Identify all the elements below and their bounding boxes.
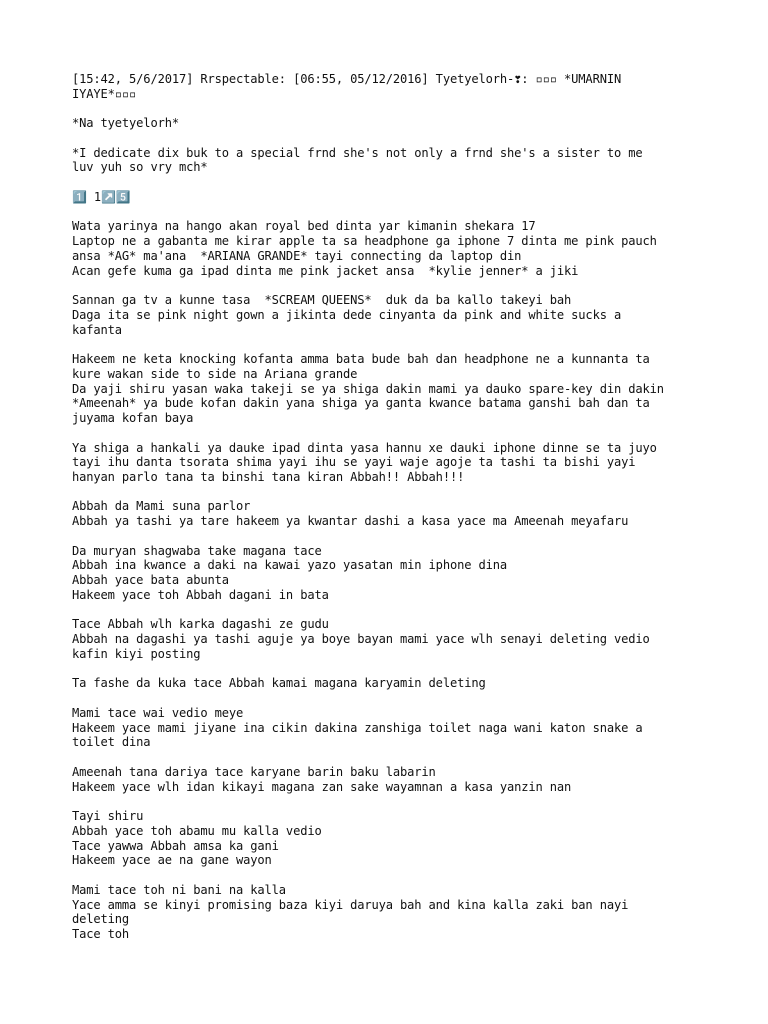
text-line: Da muryan shagwaba take magana tace <box>72 543 322 558</box>
text-line: Tace Abbah wlh karka dagashi ze gudu <box>72 617 329 632</box>
text-line: kure wakan side to side na Ariana grande <box>72 366 358 381</box>
text-line: Tace toh <box>72 927 130 942</box>
paragraph <box>72 441 712 485</box>
text-line: 1️⃣ 1↗️5️⃣ <box>72 189 131 204</box>
story-title <box>72 116 712 131</box>
chat-header <box>72 72 712 102</box>
text-line: hanyan parlo tana ta binshi tana kiran Abbah!! Abbah!!! <box>72 470 465 485</box>
text-line: Tayi shiru <box>72 809 144 823</box>
text-line: Abbah yace toh abamu mu kalla vedio <box>72 823 322 838</box>
text-line: *Ameenah* ya bude kofan dakin yana shiga ya ganta kwance batama ganshi bah dan ta <box>72 396 650 411</box>
paragraph <box>72 617 712 661</box>
text-line: juyama kofan baya <box>72 411 194 426</box>
text-line: *Na tyetyelorh* <box>72 116 179 131</box>
text-line: Hakeem yace ae na gane wayon <box>72 853 272 868</box>
paragraph <box>72 809 712 868</box>
text-line: *I dedicate dix buk to a special frnd she's not only a frnd she's a sister to me <box>72 145 643 160</box>
text-line: IYAYE*▫▫▫ <box>72 86 137 101</box>
paragraph <box>72 676 712 691</box>
text-line: Mami tace wai vedio meye <box>72 705 244 720</box>
text-line: deleting <box>72 912 130 927</box>
text-line: Abbah na dagashi ya tashi aguje ya boye bayan mami yace wlh senayi deleting vedio <box>72 632 650 647</box>
paragraph <box>72 883 712 942</box>
text-line: Daga ita se pink night gown a jikinta dede cinyanta da pink and white sucks a <box>72 307 622 322</box>
text-line: Ta fashe da kuka tace Abbah kamai magana karyamin deleting <box>72 676 486 691</box>
text-line: Abbah da Mami suna parlor <box>72 499 251 514</box>
text-line: Abbah ina kwance a daki na kawai yazo yasatan min iphone dina <box>72 558 507 573</box>
text-line: Ya shiga a hankali ya dauke ipad dinta yasa hannu xe dauki iphone dinne se ta juyo <box>72 440 657 455</box>
text-line: Laptop ne a gabanta me kirar apple ta sa headphone ga iphone 7 dinta me pink pauch <box>72 233 657 248</box>
paragraph <box>72 765 712 795</box>
text-line: Tace yawwa Abbah amsa ka gani <box>72 838 279 853</box>
dedication <box>72 146 712 176</box>
paragraph <box>72 544 712 603</box>
text-line: Sannan ga tv a kunne tasa *SCREAM QUEENS* duk da ba kallo takeyi bah <box>72 292 572 307</box>
text-line: ansa *AG* ma'ana *ARIANA GRANDE* tayi connecting da laptop din <box>72 248 522 263</box>
text-line: Acan gefe kuma ga ipad dinta me pink jacket ansa *kylie jenner* a jiki <box>72 263 579 278</box>
chapter-number <box>72 190 712 205</box>
text-line: Hakeem ne keta knocking kofanta amma bata bude bah dan headphone ne a kunnanta ta <box>72 351 650 366</box>
paragraph <box>72 499 712 529</box>
paragraph <box>72 293 712 337</box>
text-line: kafanta <box>72 322 122 337</box>
text-line: toilet dina <box>72 735 151 750</box>
text-line: luv yuh so vry mch* <box>72 160 208 175</box>
paragraph <box>72 706 712 750</box>
text-line: Hakeem yace wlh idan kikayi magana zan sake wayamnan a kasa yanzin nan <box>72 779 572 794</box>
text-line: Mami tace toh ni bani na kalla <box>72 882 286 897</box>
text-line: Abbah yace bata abunta <box>72 573 229 588</box>
document-page <box>72 72 712 957</box>
text-line: tayi ihu danta tsorata shima yayi ihu se yayi waje agoje ta tashi ta bishi yayi <box>72 455 636 470</box>
text-line: Wata yarinya na hango akan royal bed dinta yar kimanin shekara 17 <box>72 219 536 234</box>
text-line: Ameenah tana dariya tace karyane barin baku labarin <box>72 764 436 779</box>
paragraph <box>72 352 712 426</box>
paragraph <box>72 219 712 278</box>
text-line: Yace amma se kinyi promising baza kiyi daruya bah and kina kalla zaki ban nayi <box>72 897 629 912</box>
text-line: Hakeem yace mami jiyane ina cikin dakina zanshiga toilet naga wani katon snake a <box>72 720 643 735</box>
text-line: Hakeem yace toh Abbah dagani in bata <box>72 588 329 603</box>
text-line: kafin kiyi posting <box>72 647 201 662</box>
text-line: Da yaji shiru yasan waka takeji se ya shiga dakin mami ya dauko spare-key din dakin <box>72 381 664 396</box>
text-line: Abbah ya tashi ya tare hakeem ya kwantar dashi a kasa yace ma Ameenah meyafaru <box>72 514 629 529</box>
text-line: [15:42, 5/6/2017] Rrspectable: [06:55, 05/12/2016] Tyetyelorh-❣: ▫▫▫ *UMARNIN <box>72 72 622 86</box>
